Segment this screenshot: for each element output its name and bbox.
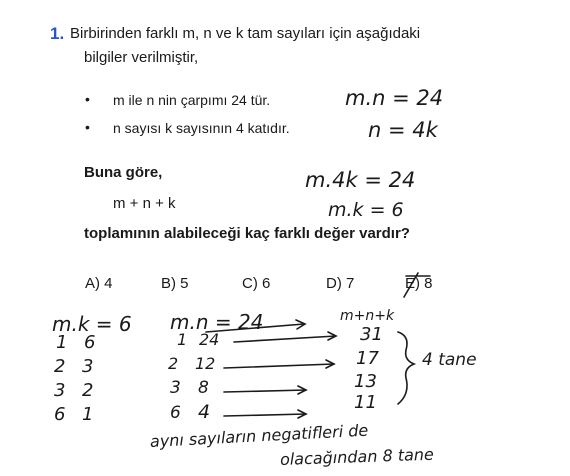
hw-mn-24: m.n = 24 <box>345 86 444 110</box>
bullet-item-2: n sayısı k sayısının 4 katıdır. <box>113 120 290 136</box>
hw-n-4k: n = 4k <box>368 118 438 142</box>
buna-gore-label: Buna göre, <box>84 164 163 181</box>
hw-table2-m: 2 <box>168 354 179 373</box>
hw-table1-k: 1 <box>82 404 94 425</box>
hw-table2-n: 12 <box>195 354 216 373</box>
hw-table2-m: 6 <box>170 403 181 423</box>
choice-d[interactable]: D) 7 <box>326 275 355 292</box>
question-prompt: toplamının alabileceği kaç farklı değer vardır? <box>84 225 410 242</box>
hw-sum-value: 13 <box>354 371 377 392</box>
expression: m + n + k <box>113 195 176 212</box>
arrow <box>298 410 306 418</box>
arrow <box>224 414 306 416</box>
bullet-item-1: m ile n nin çarpımı 24 tür. <box>113 92 271 108</box>
arrow <box>298 386 306 394</box>
choice-a[interactable]: A) 4 <box>85 275 113 292</box>
arrow <box>224 390 306 392</box>
hw-sum-value: 11 <box>354 392 377 413</box>
hw-note-line2: olacağından 8 tane <box>279 444 435 469</box>
hw-sum-value: 17 <box>356 348 379 369</box>
hw-table1-k: 6 <box>84 332 96 353</box>
choice-e[interactable]: E) 8 <box>405 275 433 292</box>
arrow <box>234 336 336 342</box>
choice-b[interactable]: B) 5 <box>161 275 189 292</box>
hw-sum-value: 31 <box>360 324 383 345</box>
brace-mark <box>398 332 414 404</box>
arrow <box>326 360 334 368</box>
hw-table2-m: 3 <box>170 378 181 398</box>
hw-table2-n: 24 <box>199 330 220 349</box>
hw-table2-n: 4 <box>198 401 211 423</box>
arrow <box>224 364 334 368</box>
hw-table2-n: 8 <box>198 378 209 398</box>
hw-table1-header: m.k = 6 <box>52 312 132 336</box>
hw-table1-k: 2 <box>82 380 94 401</box>
arrow <box>328 332 336 340</box>
bullet-icon: • <box>85 91 90 107</box>
hw-mk-6: m.k = 6 <box>328 199 404 221</box>
hw-four-count: 4 tane <box>422 350 477 370</box>
hw-table1-m: 3 <box>54 380 66 401</box>
choice-c[interactable]: C) 6 <box>242 275 271 292</box>
hw-table2-header: m.n = 24 <box>170 310 264 334</box>
hw-table1-m: 2 <box>54 356 66 377</box>
hw-m4k-24: m.4k = 24 <box>305 168 416 192</box>
hw-table1-k: 3 <box>82 356 94 377</box>
hw-note-line1: aynı sayıların negatifleri de <box>149 420 369 451</box>
question-number: 1. <box>50 24 65 43</box>
hw-table1-m: 1 <box>56 332 68 353</box>
question-text-line1: Birbirinden farklı m, n ve k tam sayıları için aşağıdaki <box>70 25 421 42</box>
question-text-line2: bilgiler verilmiştir, <box>84 49 199 66</box>
hw-table2-m: 1 <box>177 330 188 349</box>
hw-sum-header: m+n+k <box>340 308 395 324</box>
hw-table1-m: 6 <box>54 404 66 425</box>
arrow <box>296 320 305 329</box>
bullet-icon: • <box>85 119 90 135</box>
